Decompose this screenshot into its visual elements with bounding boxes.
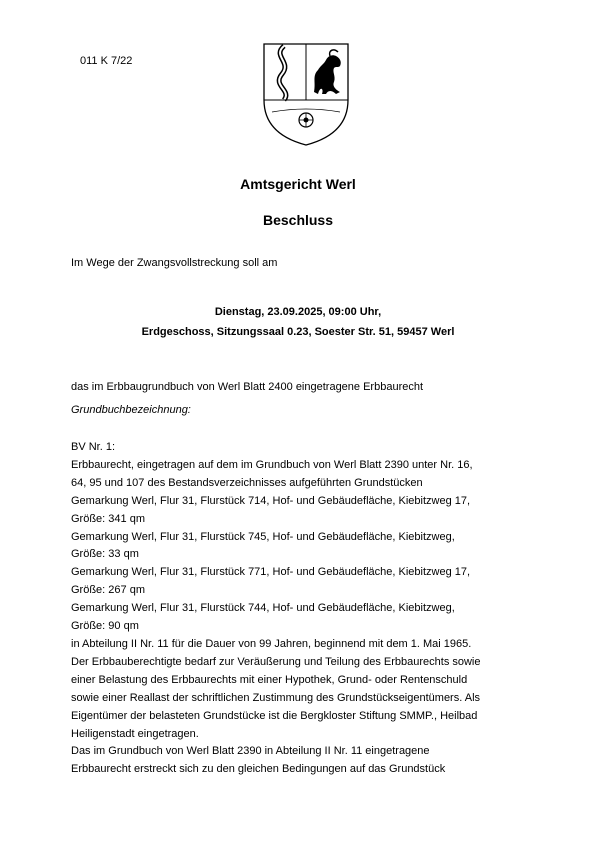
body-line: Größe: 90 qm xyxy=(71,620,139,633)
section-heading: Grundbuchbezeichnung: xyxy=(71,404,191,416)
body-line: Der Erbbauberechtigte bedarf zur Veräußerung und Teilung des Erbbaurechts sowie xyxy=(71,655,481,668)
body-line: 64, 95 und 107 des Bestandsverzeichnisses aufgeführten Grundstücken xyxy=(71,476,423,489)
body-line: Erbbaurecht, eingetragen auf dem im Grundbuch von Werl Blatt 2390 unter Nr. 16, xyxy=(71,458,473,471)
file-number: 011 K 7/22 xyxy=(80,55,133,67)
body-line: Heiligenstadt eingetragen. xyxy=(71,727,199,740)
body-line: in Abteilung II Nr. 11 für die Dauer von 99 Jahren, beginnend mit dem 1. Mai 1965. xyxy=(71,637,472,650)
document-title: Beschluss xyxy=(262,212,334,228)
body-line: Gemarkung Werl, Flur 31, Flurstück 714, Hof- und Gebäudefläche, Kiebitzweg 17, xyxy=(71,494,471,507)
body-line: sowie einer Reallast der schriftlichen Zustimmung des Grundstückseigentümers. Als xyxy=(71,691,481,704)
body-line: Gemarkung Werl, Flur 31, Flurstück 744, Hof- und Gebäudefläche, Kiebitzweg, xyxy=(71,602,455,615)
body-text xyxy=(71,439,541,779)
appointment-location: Erdgeschoss, Sitzungssaal 0.23, Soester Str. 51, 59457 Werl xyxy=(141,326,455,338)
body-line: Das im Grundbuch von Werl Blatt 2390 in Abteilung II Nr. 11 eingetragene xyxy=(71,745,430,758)
intro-text: Im Wege der Zwangsvollstreckung soll am xyxy=(71,257,278,269)
body-line: Größe: 341 qm xyxy=(71,512,145,525)
court-name: Amtsgericht Werl xyxy=(240,176,356,192)
nrw-coat-of-arms-icon xyxy=(262,42,350,147)
subject-text: das im Erbbaugrundbuch von Werl Blatt 2400 eingetragene Erbbaurecht xyxy=(71,381,424,393)
appointment-date: Dienstag, 23.09.2025, 09:00 Uhr, xyxy=(214,306,382,318)
body-line: Gemarkung Werl, Flur 31, Flurstück 771, Hof- und Gebäudefläche, Kiebitzweg 17, xyxy=(71,566,471,579)
body-line: Erbbaurecht erstreckt sich zu den gleichen Bedingungen auf das Grundstück xyxy=(71,763,446,776)
body-line: einer Belastung des Erbbaurechts mit einer Hypothek, Grund- oder Rentenschuld xyxy=(71,673,468,686)
body-line: BV Nr. 1: xyxy=(71,441,116,453)
body-line: Gemarkung Werl, Flur 31, Flurstück 745, Hof- und Gebäudefläche, Kiebitzweg, xyxy=(71,530,455,543)
body-line: Größe: 267 qm xyxy=(71,584,145,597)
body-line: Größe: 33 qm xyxy=(71,548,139,561)
body-line: Eigentümer der belasteten Grundstücke ist die Bergkloster Stiftung SMMP., Heilbad xyxy=(71,709,478,722)
